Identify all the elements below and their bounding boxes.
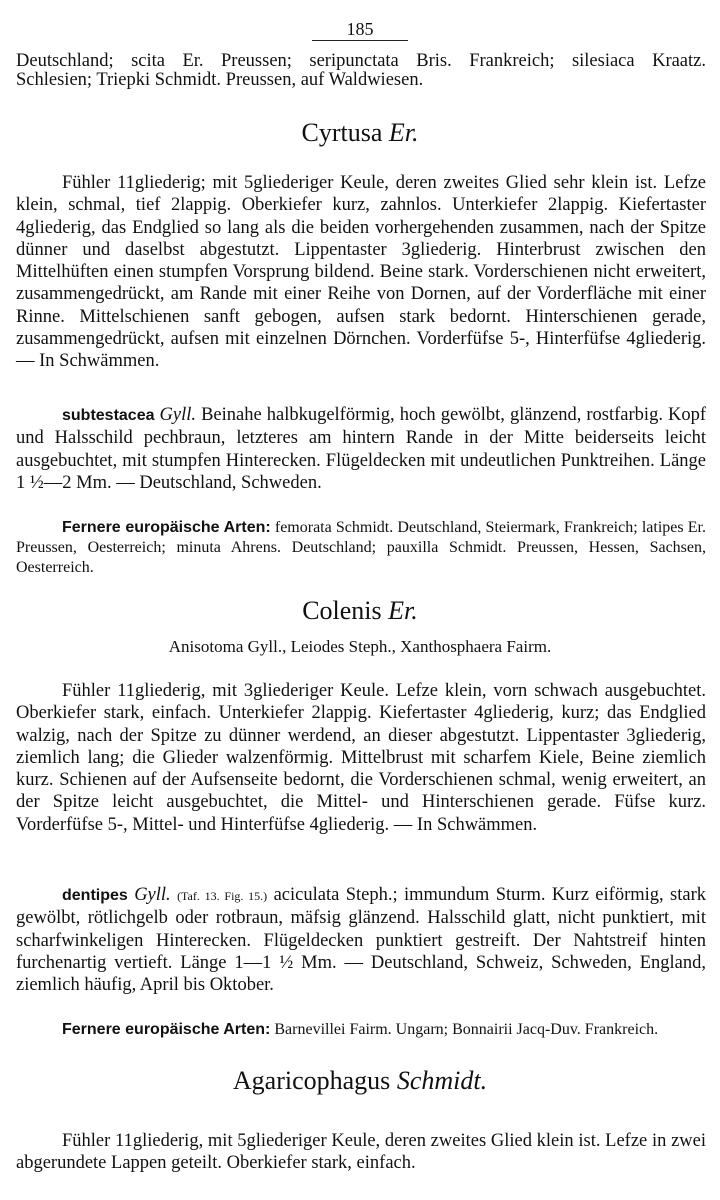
- genus-description: Fühler 11gliederig, mit 3gliederiger Keule. Lefze klein, vorn schwach ausgebuchtet. Oberkiefer stark, einfach. Unterkiefer 2lappig. Kiefertaster 4gliederig, kurz; das Endglied walzig, nach der Spitze zu dünner werdend, an dieser abgestutzt. Lippentaster 3gliederig, ziemlich lang; die Glieder walzenförmig. Mittelbrust mit scharfem Kiele, Beine ziemlich kurz. Schienen auf der Aufsenseite bedornt, die Vorderschienen schmal, wenig erweitert, an der Spitze leicht ausgebuchtet, die Mittel- und Hinterschienen gerade. Füfse kurz. Vorderfüfse 5-, Mittel- und Hinterfüfse 4gliederig. — In Schwämmen.: [16, 681, 706, 835]
- colenis-description: [16, 680, 706, 836]
- figure-reference: (Taf. 13. Fig. 15.): [177, 889, 268, 903]
- genus-author: Er.: [388, 596, 418, 625]
- species-text: aciculata Steph.; immundum Sturm. Kurz eiförmig, stark gewölbt, rötlichgelb oder rotbraun, mäfsig glänzend. Halsschild glatt, nicht punktiert, mit scharfwinkeligen Hinterecken. Flügeldecken punktiert gestreift. Der Nahtstreif hinten furchenartig vertieft. Länge 1—1 ½ Mm. — Deutschland, Schweiz, Schweden, England, ziemlich häufig, April bis Oktober.: [16, 885, 706, 996]
- other-species-label: Fernere europäische Arten:: [62, 1021, 271, 1038]
- cyrtusa-species-entry: [16, 404, 706, 494]
- agaricophagus-description: [16, 1130, 706, 1175]
- genus-name: Cyrtusa: [301, 118, 383, 147]
- genus-name: Colenis: [302, 596, 382, 625]
- page-number: 185: [346, 19, 374, 39]
- species-author: Gyll.: [134, 885, 171, 905]
- intro-line-2: Schlesien; Triepki Schmidt. Preussen, auf Waldwiesen.: [16, 70, 424, 90]
- genus-synonyms: Anisotoma Gyll., Leiodes Steph., Xanthosphaera Fairm.: [168, 637, 552, 656]
- genus-title-agaricophagus: [0, 1066, 720, 1096]
- intro-line-1: Deutschland; scita Er. Preussen; seripunctata Bris. Frankreich; silesiaca Kraatz.: [16, 51, 706, 71]
- genus-description: Fühler 11gliederig, mit 5gliederiger Keule, deren zweites Glied klein ist. Lefze in zwei abgerundete Lappen geteilt. Oberkiefer stark, einfach.: [16, 1131, 706, 1174]
- header-rule: [312, 40, 408, 41]
- other-species-text: femorata Schmidt. Deutschland, Steiermark, Frankreich; latipes Er. Preussen, Oesterreich; minuta Ahrens. Deutschland; pauxilla Schmidt. Preussen, Hessen, Sachsen, Oesterreich.: [16, 519, 706, 576]
- genus-description: Fühler 11gliederig; mit 5gliederiger Keule, deren zweites Glied sehr klein ist. Lefze klein, schmal, tief 2lappig. Oberkiefer kurz, zahnlos. Unterkiefer 2lappig. Kiefertaster 4gliederig, das Endglied so lang als die beiden vorhergehenden zusammen, nach der Spitze dünner und daselbst abgestutzt. Lippentaster 3gliederig. Hinterbrust zwischen den Mittelhüften einen stumpfen Vorsprung bildend. Beine stark. Vorderschienen nicht erweitert, zusammengedrückt, am Rande mit einer Reihe von Dornen, auf der Vorderfläche mit einer Rinne. Mittelschienen sanft gebogen, aufsen stark bedornt. Hinterschienen gerade, zusammengedrückt, aufsen mit einzelnen Dörnchen. Vorderfüfse 5-, Hinterfüfse 4gliederig. — In Schwämmen.: [16, 173, 706, 372]
- colenis-other-species: [16, 1020, 706, 1040]
- species-author: Gyll.: [159, 405, 197, 425]
- genus-title-cyrtusa: [0, 118, 720, 148]
- other-species-label: Fernere europäische Arten:: [62, 519, 271, 536]
- species-text: Beinahe halbkugelförmig, hoch gewölbt, glänzend, rostfarbig. Kopf und Halsschild pechbraun, letzteres am hintern Rande in der Mitte beiderseits leicht ausgebuchtet, mit stumpfen Hinterecken. Flügeldecken mit undeutlichen Punktreihen. Länge 1 ½—2 Mm. — Deutschland, Schweden.: [16, 405, 707, 493]
- genus-author: Er.: [388, 118, 419, 147]
- species-name: dentipes: [62, 887, 128, 904]
- other-species-text: Barnevillei Fairm. Ungarn; Bonnairii Jacq-Duv. Frankreich.: [274, 1021, 659, 1038]
- genus-title-colenis: [0, 596, 720, 626]
- colenis-species-entry: [16, 884, 706, 996]
- genus-name: Agaricophagus: [232, 1066, 391, 1095]
- genus-author: Schmidt.: [396, 1066, 488, 1095]
- intro-paragraph: [16, 52, 706, 90]
- cyrtusa-other-species: [16, 518, 706, 578]
- species-name: subtestacea: [62, 407, 155, 424]
- cyrtusa-description: [16, 172, 706, 373]
